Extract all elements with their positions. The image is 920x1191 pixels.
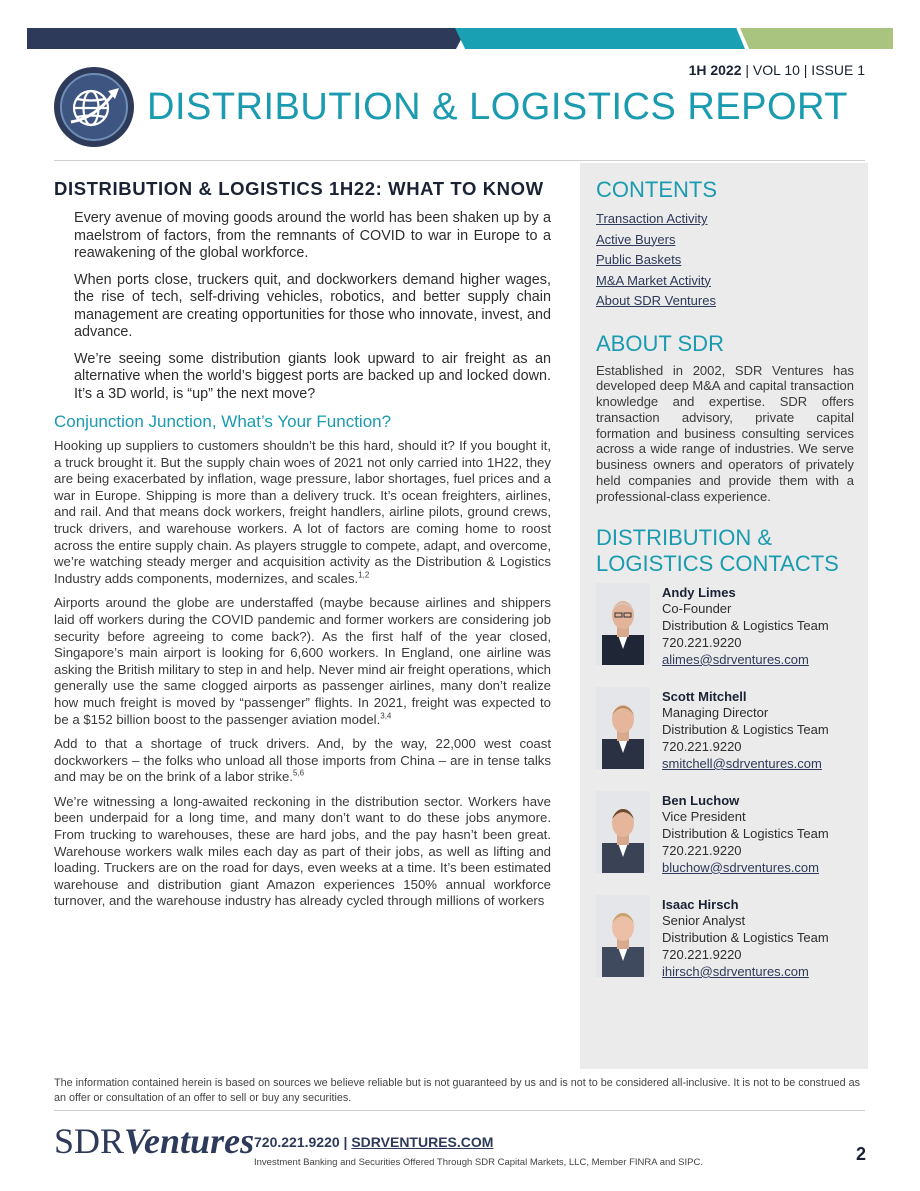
body-paragraph: Airports around the globe are understaffed (maybe because airlines and shippers laid off workers during the COVID pandemic and former workers are considering job security before agreeing to come back?). As the first half of the year closed, Singapore’s main airport is looking for 6,600 workers. In England, one airline was asking the British military to step in and help. Never mind air freight operations, which generally use the same clogged airports as passenger airlines, many don’t realize how much freight is moved by “passenger” flights. In 2021, freight was expected to be a $152 billion boost to the passenger aviation model.$^{3,4}$ [54,595,551,727]
disclaimer: The information contained herein is based on sources we believe reliable but is not guaranteed by us and is not to be considered all-inclusive. It is not to be construed as an offer or consultation of an offer to sell or buy any securities. [54,1077,861,1104]
contact-card [596,583,854,669]
article-subheading: Conjunction Junction, What’s Your Function? [54,412,392,431]
contact-phone: 720.221.9220 [662,739,742,755]
contact-info [662,583,829,669]
intro-paragraph: Every avenue of moving goods around the world has been shaken up by a maelstrom of factors, from the remnants of COVID to war in Europe to a reawakening of the global workforce. [74,210,551,261]
intro-paragraph: We’re seeing some distribution giants look upward to air freight as an alternative when the world’s biggest ports are backed up and locked down. It’s a 3D world, is “up” the next move? [74,350,551,402]
contact-card [596,687,854,773]
header-divider [54,160,865,161]
avatar [596,583,650,665]
header-band-green [740,28,893,49]
contact-info [662,687,829,773]
contact-phone: 720.221.9220 [662,843,742,859]
contact-team: Distribution & Logistics Team [662,930,829,946]
globe-arrow-icon [53,66,135,148]
contact-card [596,791,854,877]
header-band-navy [27,28,467,49]
contact-card [596,895,854,981]
contact-name: Scott Mitchell [662,688,747,704]
avatar [596,791,650,873]
toc-link-active-buyers[interactable]: Active Buyers [596,231,676,247]
contact-name: Isaac Hirsch [662,896,739,912]
contact-title: Vice President [662,809,746,825]
report-title: DISTRIBUTION & LOGISTICS REPORT [147,86,849,128]
footer-divider [54,1110,865,1111]
body-paragraph: Hooking up suppliers to customers shouldn’t be this hard, should it? If you bought it, a truck brought it. But the supply chain woes of 2021 not only carried into 1H22, they are being exacerbated by inflation, wage pressure, labor shortages, fuel prices and a war in Europe. Shipping is more than a delivery truck. It’s ocean freighters, airlines, and rail. And that means dock workers, freight handlers, airline pilots, ground crews, truck drivers, and warehouse workers. A lot of factors are coming home to roost across the entire supply chain. As players struggle to compete, adapt, and overcome, we’re watching steady merger and acquisition activity as the Distribution & Logistics Industry adds components, modernizes, and scales.$^{1,2}$ [54,438,552,586]
footer-phone: 720.221.9220 [254,1134,340,1150]
about-heading: ABOUT SDR [596,330,724,356]
contact-title: Senior Analyst [662,913,746,929]
avatar [596,895,650,977]
footer-legal: Investment Banking and Securities Offered Through SDR Capital Markets, LLC, Member FINRA and SIPC. [254,1157,703,1168]
toc-link-ma-market-activity[interactable]: M&A Market Activity [596,272,711,288]
contact-title: Managing Director [662,705,769,721]
article-intro [54,210,551,403]
contact-name: Andy Limes [662,584,736,600]
footnote-ref: 5,6 [292,768,305,778]
toc-link-transaction-activity[interactable]: Transaction Activity [596,211,708,226]
toc-link-public-baskets[interactable]: Public Baskets [596,252,682,267]
contact-title: Co-Founder [662,601,732,617]
intro-paragraph: When ports close, truckers quit, and dockworkers demand higher wages, the rise of tech, self-driving vehicles, robotics, and better supply chain management are creating opportunities for those who innovate, invest, and advance. [74,271,551,340]
avatar [596,687,650,769]
contact-name: Ben Luchow [662,792,740,808]
page-number: 2 [855,1144,866,1164]
contact-email-link[interactable]: ihirsch@sdrventures.com [662,963,809,979]
sidebar [580,163,868,1069]
article-heading: DISTRIBUTION & LOGISTICS 1H22: WHAT TO KNOW [54,178,544,199]
contents-heading: CONTENTS [596,177,717,202]
website-link[interactable]: SDRVENTURES.COM [351,1134,494,1150]
body-paragraph: We’re witnessing a long-awaited reckoning in the distribution sector. Workers have been underpaid for a long time, and many don’t want to do these jobs anymore. From trucking to warehouses, these are hard jobs, and the pay hasn’t been great. Warehouse workers walk miles each day as part of their jobs, as well as lifting and loading. Truckers are on the road for days, even weeks at a time. It’s been estimated warehouse and distribution giant Amazon experiences 150% annual workforce turnover, and the warehouse industry has already cycled through millions of workers [54,793,551,909]
header-band-teal [455,28,745,49]
contact-team: Distribution & Logistics Team [662,722,829,738]
footnote-ref: 3,4 [380,711,392,721]
contact-email-link[interactable]: bluchow@sdrventures.com [662,859,819,875]
body-paragraph: Add to that a shortage of truck drivers. And, by the way, 22,000 west coast dockworkers – the folks who unload all those imports from China – are in tense talks and may be on the brink of a labor strike.$^{5,6}$ [54,736,551,785]
sdr-ventures-logo: SDRVentures [54,1121,255,1161]
contact-email-link[interactable]: smitchell@sdrventures.com [662,755,822,771]
contact-info [662,791,829,877]
table-of-contents [596,209,854,312]
contact-info [662,895,829,981]
article-body [54,438,551,910]
contact-team: Distribution & Logistics Team [662,618,829,634]
contact-phone: 720.221.9220 [662,947,742,963]
issue-info: 1H 2022 | VOL 10 | ISSUE 1 [688,62,865,78]
main-article [54,177,551,918]
contacts-heading: DISTRIBUTION & LOGISTICS CONTACTS [596,524,839,576]
footer-contact: 720.221.9220 | SDRVENTURES.COM [254,1134,494,1150]
toc-link-about-sdr[interactable]: About SDR Ventures [596,293,716,308]
contact-team: Distribution & Logistics Team [662,826,829,842]
contact-phone: 720.221.9220 [662,635,742,651]
about-text: Established in 2002, SDR Ventures has developed deep M&A and capital transaction knowledge and expertise. SDR offers transaction advisory, private capital formation and business consulting services across a wide range of industries. We serve business owners and operators of privately held companies and provide them with a professional-class experience. [596,362,854,504]
contact-email-link[interactable]: alimes@sdrventures.com [662,651,809,667]
footnote-ref: 1,2 [358,570,370,580]
